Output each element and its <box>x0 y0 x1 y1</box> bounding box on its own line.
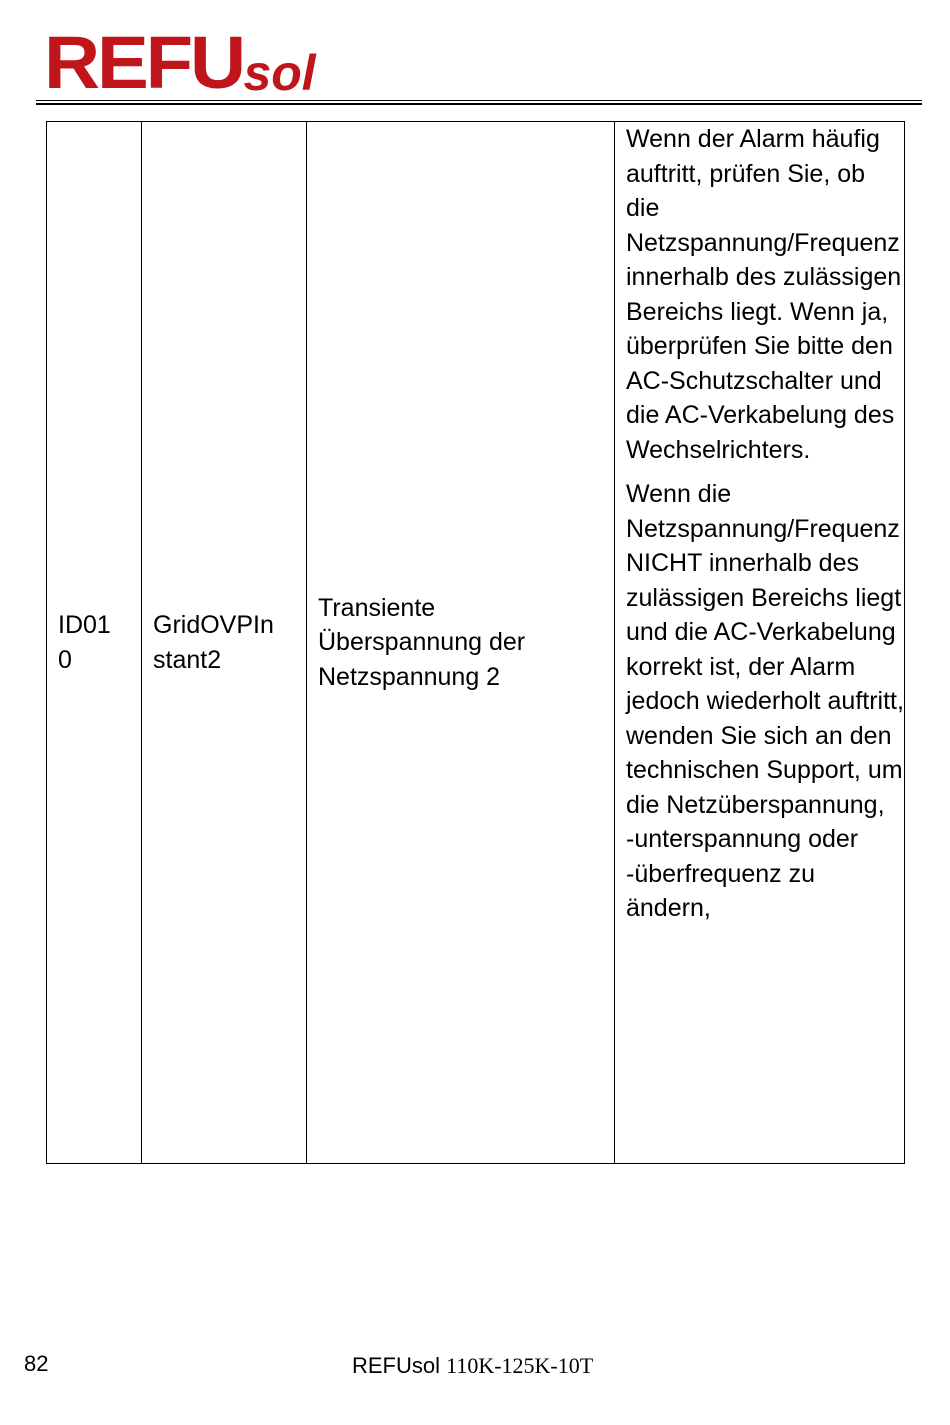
footer-brand: REFUsol <box>352 1353 441 1378</box>
fault-solution-cell <box>615 122 905 1164</box>
logo-sol-text: sol <box>243 45 316 101</box>
fault-name-cell <box>142 122 307 1164</box>
fault-id-cell <box>47 122 142 1164</box>
page-number: 82 <box>24 1351 49 1376</box>
refusol-logo <box>44 21 316 104</box>
table-row <box>47 122 905 1164</box>
solution-paragraph: Wenn die Netzspannung/Frequenz NICHT innerhalb des zulässigen Bereichs liegt und die AC-Verkabelung korrekt ist, der Alarm jedoch wiederholt auftritt, wenden Sie sich an den technischen Support, um die Netzüberspannung, -unterspannung oder -überfrequenz zu ändern, <box>626 480 904 922</box>
fault-description-cell <box>307 122 615 1164</box>
logo-refu-text: REFU <box>44 21 243 104</box>
footer-model: 110K-125K-10T <box>446 1353 594 1378</box>
solution-paragraph: Wenn der Alarm häufig auftritt, prüfen Sie, ob die Netzspannung/Frequenz innerhalb des zulässigen Bereichs liegt. Wenn ja, überprüfen Sie bitte den AC-Schutzschalter und die AC-Verkabelung des Wechselrichters. <box>626 125 902 464</box>
fault-code-table <box>46 121 905 1164</box>
fault-id: ID01 0 <box>58 611 111 674</box>
header-rule-thick <box>36 103 922 105</box>
fault-description: Transiente Überspannung der Netzspannung 2 <box>318 593 526 691</box>
footer-product-name <box>352 1353 593 1379</box>
fault-name: GridOVPIn stant2 <box>153 611 274 674</box>
header-rule-thin <box>36 100 922 101</box>
